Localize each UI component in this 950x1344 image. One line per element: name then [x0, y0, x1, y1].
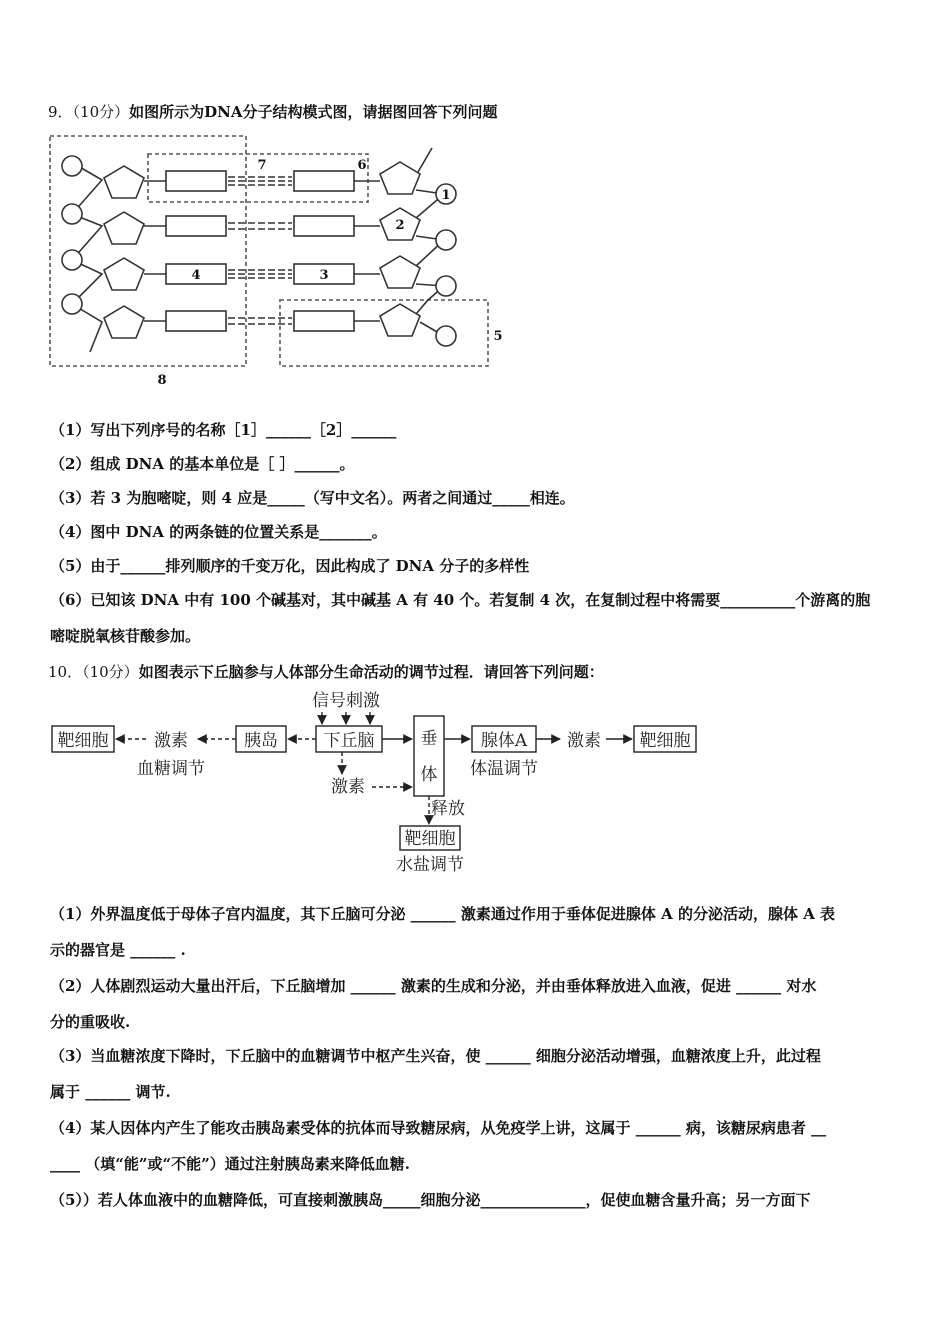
base-right-4 [294, 311, 354, 331]
dna-structure-diagram [40, 128, 520, 390]
target-cell-bottom: 靶细胞 [404, 829, 456, 849]
base-left-1 [166, 171, 226, 191]
phosphate-right-4 [436, 326, 456, 346]
q10-number: 10． [48, 663, 83, 681]
hormone-left: 激素 [154, 731, 188, 751]
base-right-1 [294, 171, 354, 191]
phosphate-left-2 [62, 204, 82, 224]
target-cell-right: 靶细胞 [639, 731, 691, 751]
q10-score: （10分） [82, 663, 139, 681]
sugar-6 [380, 162, 420, 194]
hormone-mid: 激素 [331, 777, 365, 797]
base-left-4 [166, 311, 226, 331]
q9-score: （10分） [72, 103, 130, 121]
phosphate-right-3 [436, 276, 456, 296]
phosphate-right-2 [436, 230, 456, 250]
q9-stem-dna: DNA [204, 103, 243, 121]
q9-sub-3: （3）若 3 为胞嘧啶，则 4 应是_____（写中文名）。两者之间通过_____相连。 [50, 489, 575, 507]
q10-stem-text: 如图表示下丘脑参与人体部分生命活动的调节过程．请回答下列问题： [138, 663, 604, 681]
q9-stem [48, 102, 498, 122]
q9-sub-5: （5）由于______排列顺序的千变万化，因此构成了 DNA 分子的多样性 [50, 557, 530, 575]
temperature-regulation: 体温调节 [470, 759, 538, 779]
base-left-2 [166, 216, 226, 236]
hypothalamus: 下丘脑 [323, 731, 375, 751]
label-2: 2 [395, 218, 405, 233]
q10-sub-1a: （1）外界温度低于母体子宫内温度，其下丘脑可分泌 ______ 激素通过作用于垂体促进腺体 A 的分泌活动，腺体 A 表 [50, 905, 836, 923]
blood-sugar-regulation: 血糖调节 [137, 759, 205, 779]
q9-stem-a: 如图所示为 [129, 103, 205, 121]
q10-sub-3b: 属于 ______ 调节. [50, 1083, 171, 1101]
phosphate-left-4 [62, 294, 82, 314]
q10-sub-2a: （2）人体剧烈运动大量出汗后，下丘脑增加 ______ 激素的生成和分泌，并由垂体释放进入血液，促进 ______ 对水 [50, 977, 817, 995]
label-7: 7 [257, 158, 267, 173]
hypothalamus-regulation-diagram [40, 684, 720, 880]
q10-sub-4b: ____ （填“能”或“不能”）通过注射胰岛素来降低血糖. [50, 1155, 410, 1173]
release: 释放 [431, 799, 465, 819]
base-right-2 [294, 216, 354, 236]
phosphate-left-3 [62, 250, 82, 270]
label-4: 4 [191, 268, 201, 283]
sugar-right-4 [380, 304, 420, 336]
sugar-left-3 [104, 258, 144, 290]
q10-sub-2b: 分的重吸收. [50, 1013, 131, 1031]
q10-sub-1b: 示的器官是 ______ . [50, 941, 186, 959]
label-8: 8 [157, 373, 167, 388]
q9-sub-2: （2）组成 DNA 的基本单位是［ ］______。 [50, 455, 355, 473]
gland-a: 腺体A [480, 731, 528, 751]
q9-stem-b: 分子结构模式图，请据图回答下列问题 [242, 103, 498, 121]
phosphate-left-1 [62, 156, 82, 176]
sugar-left-1 [104, 166, 144, 198]
sugar-left-2 [104, 212, 144, 244]
pituitary-1: 垂 [420, 729, 438, 749]
sugar-left-4 [104, 306, 144, 338]
q10-sub-5: （5））若人体血液中的血糖降低，可直接刺激胰岛_____细胞分泌______________，促使血糖含量升高；另一方面下 [50, 1191, 811, 1209]
hormone-right: 激素 [567, 731, 601, 751]
q9-sub-6a: （6）已知该 DNA 中有 100 个碱基对，其中碱基 A 有 40 个。若复制 4 次，在复制过程中将需要__________个游离的胞 [50, 591, 871, 609]
q9-number: 9． [48, 103, 73, 121]
water-salt-regulation: 水盐调节 [396, 855, 464, 875]
target-cell-left: 靶细胞 [57, 731, 109, 751]
q10-sub-3a: （3）当血糖浓度下降时，下丘脑中的血糖调节中枢产生兴奋，使 ______ 细胞分泌活动增强，血糖浓度上升，此过程 [50, 1047, 821, 1065]
label-1: 1 [441, 188, 451, 203]
islet: 胰岛 [244, 731, 278, 751]
q10-sub-4a: （4）某人因体内产生了能攻击胰岛素受体的抗体而导致糖尿病，从免疫学上讲，这属于 ______ 病，该糖尿病患者 __ [50, 1119, 827, 1137]
q9-sub-4: （4）图中 DNA 的两条链的位置关系是_______。 [50, 523, 387, 541]
q10-stem [48, 662, 604, 682]
sugar-right-3 [380, 256, 420, 288]
box-5 [280, 300, 488, 366]
pituitary-2: 体 [420, 765, 438, 785]
label-5: 5 [493, 329, 503, 344]
label-6: 6 [357, 158, 367, 173]
label-3: 3 [319, 268, 329, 283]
q9-sub-1: （1）写出下列序号的名称［1］______［2］______ [50, 421, 397, 439]
signal-stimulus: 信号刺激 [312, 691, 380, 711]
q9-sub-6b: 嘧啶脱氧核苷酸参加。 [50, 627, 201, 645]
